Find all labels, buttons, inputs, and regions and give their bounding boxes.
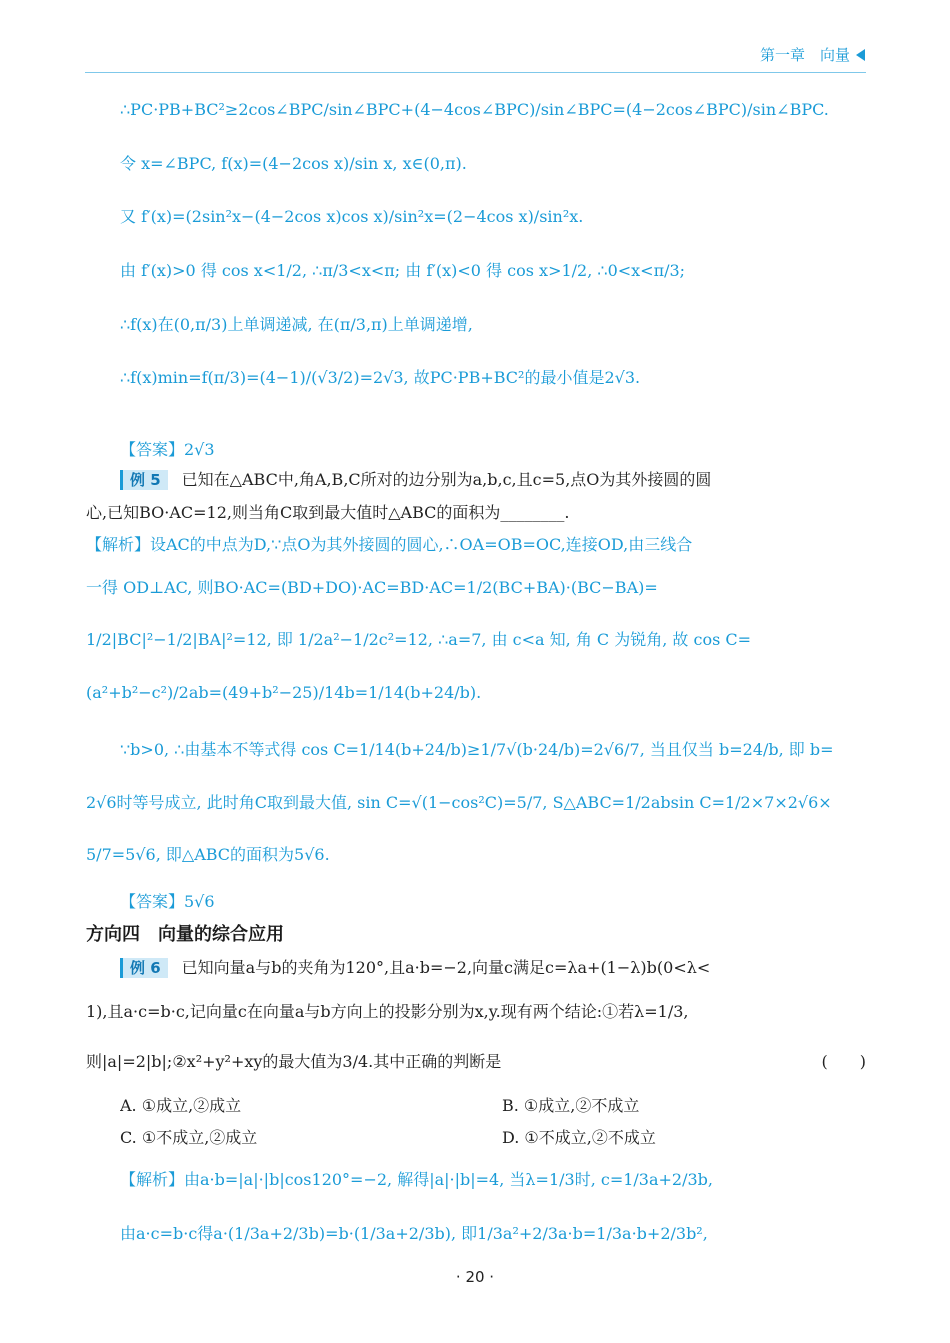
header-rule: [85, 72, 866, 73]
solution-line: 由 f′(x)>0 得 cos x<1/2, ∴π/3<x<π; 由 f′(x)<0 得 cos x>1/2, ∴0<x<π/3;: [120, 261, 686, 280]
solution-line: 又 f′(x)=(2sin²x−(4−2cos x)cos x)/sin²x=(2−4cos x)/sin²x.: [120, 207, 584, 226]
solution-line: ∴f(x)在(0,π/3)上单调递减, 在(π/3,π)上单调递增,: [120, 315, 473, 334]
example-5-line1: [120, 468, 866, 492]
example-6-text: 则|a|=2|b|;②x²+y²+xy的最大值为3/4.其中正确的判断是: [86, 1052, 502, 1071]
example-6-line3: [86, 1050, 866, 1074]
solution-line: ∵b>0, ∴由基本不等式得 cos C=1/14(b+24/b)≥1/7√(b·24/b)=2√6/7, 当且仅当 b=24/b, 即 b=: [120, 740, 834, 759]
option-a: A. ①成立,②成立: [120, 1096, 242, 1115]
page-number: · 20 ·: [455, 1268, 495, 1286]
chapter-title: 第一章 向量: [759, 46, 850, 64]
solution-line: 令 x=∠BPC, f(x)=(4−2cos x)/sin x, x∈(0,π).: [120, 154, 467, 173]
example-5-text: 已知在△ABC中,角A,B,C所对的边分别为a,b,c,且c=5,点O为其外接圆的圆: [181, 470, 712, 489]
answer: 【答案】5√6: [120, 892, 215, 911]
section-heading: 方向四 向量的综合应用: [86, 924, 284, 945]
option-c: C. ①不成立,②成立: [120, 1128, 258, 1147]
solution-line: (a²+b²−c²)/2ab=(49+b²−25)/14b=1/14(b+24/b).: [86, 683, 482, 702]
triangle-marker-icon: [856, 49, 865, 61]
solution-line: ∴PC·PB+BC²≥2cos∠BPC/sin∠BPC+(4−4cos∠BPC)/sin∠BPC=(4−2cos∠BPC)/sin∠BPC.: [120, 100, 829, 119]
solution-line: 1/2|BC|²−1/2|BA|²=12, 即 1/2a²−1/2c²=12, ∴a=7, 由 c<a 知, 角 C 为锐角, 故 cos C=: [86, 630, 752, 649]
example-5-tag: 例 5: [120, 470, 168, 490]
solution-line: 【解析】设AC的中点为D,∵点O为其外接圆的圆心,∴OA=OB=OC,连接OD,由三线合: [86, 535, 693, 554]
solution-line: 【解析】由a·b=|a|·|b|cos120°=−2, 解得|a|·|b|=4, 当λ=1/3时, c=1/3a+2/3b,: [120, 1170, 714, 1189]
example-6-line2: 1),且a·c=b·c,记向量c在向量a与b方向上的投影分别为x,y.现有两个结论:①若λ=1/3,: [86, 1002, 689, 1021]
answer: 【答案】2√3: [120, 440, 215, 459]
solution-line: 2√6时等号成立, 此时角C取到最大值, sin C=√(1−cos²C)=5/7, S△ABC=1/2absin C=1/2×7×2√6×: [86, 793, 832, 812]
example-6-line1: [120, 956, 866, 980]
example-5-line2: 心,已知BO·AC=12,则当角C取到最大值时△ABC的面积为________.: [86, 503, 570, 522]
example-6-tag: 例 6: [120, 958, 168, 978]
option-d: D. ①不成立,②不成立: [502, 1128, 656, 1147]
option-b: B. ①成立,②不成立: [502, 1096, 640, 1115]
solution-line: 5/7=5√6, 即△ABC的面积为5√6.: [86, 845, 330, 864]
solution-line: 一得 OD⊥AC, 则BO·AC=(BD+DO)·AC=BD·AC=1/2(BC+BA)·(BC−BA)=: [86, 578, 658, 597]
solution-line: ∴f(x)min=f(π/3)=(4−1)/(√3/2)=2√3, 故PC·PB+BC²的最小值是2√3.: [120, 368, 641, 387]
answer-parentheses: ( ): [821, 1052, 866, 1071]
solution-line: 由a·c=b·c得a·(1/3a+2/3b)=b·(1/3a+2/3b), 即1/3a²+2/3a·b=1/3a·b+2/3b²,: [120, 1224, 708, 1243]
example-6-text: 已知向量a与b的夹角为120°,且a·b=−2,向量c满足c=λa+(1−λ)b(0<λ<: [181, 958, 711, 977]
chapter-header: [745, 44, 865, 65]
